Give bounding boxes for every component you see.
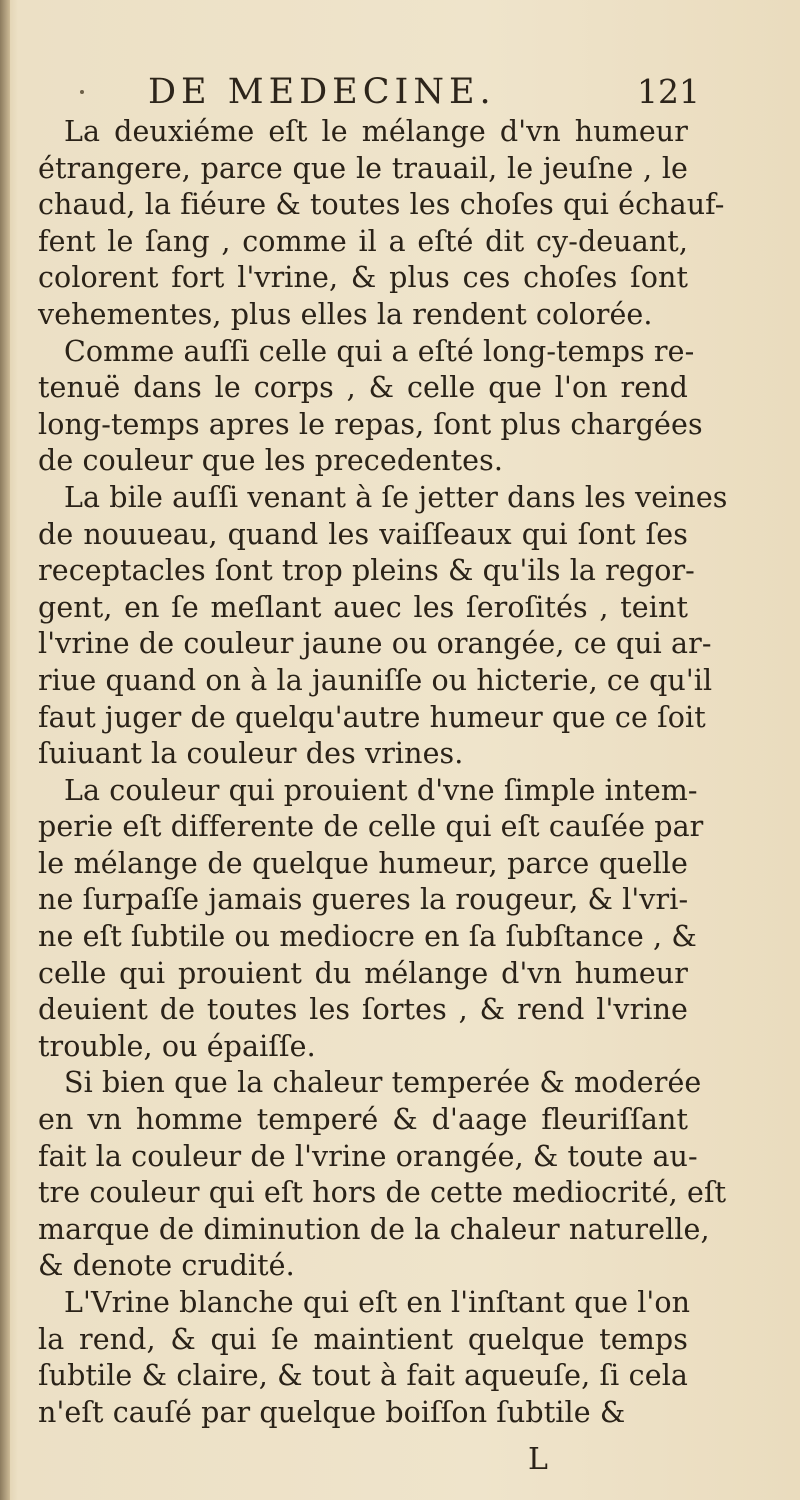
text-line: Si bien que la chaleur temperée & moderée <box>64 1066 702 1100</box>
text-line: Comme auſſi celle qui a eſté long-temps re- <box>64 334 695 368</box>
text-line: en vn homme temperé & d'aage fleuriſſant <box>38 1103 688 1137</box>
body-text <box>38 114 728 1431</box>
text-line: perie eſt differente de celle qui eſt cauſée par <box>38 810 704 844</box>
text-line: gent, en ſe meſlant auec les ſeroſités , teint <box>38 590 688 624</box>
text-line: ne ſurpaſſe jamais gueres la rougeur, & l'vri- <box>38 883 689 917</box>
text-line: fent le ſang , comme il a eſté dit cy-deuant, <box>38 224 688 258</box>
paragraph <box>38 480 728 773</box>
paragraph <box>38 773 704 1066</box>
text-line: faut juger de quelqu'autre humeur que ce ſoit <box>38 700 706 734</box>
text-line: fait la couleur de l'vrine orangée, & toute au- <box>38 1139 698 1173</box>
text-line: étrangere, parce que le trauail, le jeuſne , le <box>38 151 688 185</box>
text-line: celle qui prouient du mélange d'vn humeur <box>38 956 688 990</box>
text-line: n'eſt cauſé par quelque boiſſon ſubtile & <box>38 1395 626 1429</box>
text-line: tenuë dans le corps , & celle que l'on rend <box>38 371 688 405</box>
text-line: ſuiuant la couleur des vrines. <box>38 737 464 771</box>
text-line: marque de diminution de la chaleur naturelle, <box>38 1212 710 1246</box>
ornament-dot <box>80 90 84 94</box>
text-line: L'Vrine blanche qui eſt en l'inſtant que l'on <box>64 1286 691 1319</box>
paragraph <box>38 1285 691 1431</box>
page-number: 121 <box>637 72 700 111</box>
text-line: ſubtile & claire, & tout à fait aqueuſe, ſi cela <box>38 1359 688 1393</box>
text-line: vehementes, plus elles la rendent colorée. <box>38 297 653 331</box>
text-line: La bile auſſi venant à ſe jetter dans les veines <box>64 480 728 514</box>
text-line: riue quand on à la jauniſſe ou hicterie, ce qu'il <box>38 663 713 697</box>
text-line: tre couleur qui eſt hors de cette mediocrité, eſt <box>38 1176 727 1210</box>
signature-mark: L <box>528 1442 548 1477</box>
text-line: de nouueau, quand les vaiſſeaux qui ſont ſes <box>38 517 688 551</box>
paragraph <box>38 334 703 480</box>
paragraph <box>38 114 725 334</box>
text-line: chaud, la fiéure & toutes les choſes qui échauf- <box>38 188 725 222</box>
text-line: & denote crudité. <box>38 1249 295 1283</box>
text-line: la rend, & qui ſe maintient quelque temps <box>38 1322 688 1356</box>
page-header <box>80 70 700 114</box>
text-line: trouble, ou épaiſſe. <box>38 1029 316 1063</box>
text-line: colorent fort l'vrine, & plus ces choſes ſont <box>38 261 688 295</box>
text-line: le mélange de quelque humeur, parce quelle <box>38 846 688 880</box>
running-head: DE MEDECINE. <box>148 72 496 112</box>
text-line: l'vrine de couleur jaune ou orangée, ce qui ar- <box>38 627 712 661</box>
text-line: La deuxiéme eſt le mélange d'vn humeur <box>64 115 688 148</box>
text-line: La couleur qui prouient d'vne ſimple intem- <box>64 773 698 807</box>
text-line: deuient de toutes les ſortes , & rend l'vrine <box>38 993 688 1027</box>
binding-edge <box>0 0 10 1500</box>
text-line: ne eſt ſubtile ou mediocre en ſa ſubſtance , & <box>38 920 697 954</box>
text-line: long-temps apres le repas, ſont plus chargées <box>38 407 703 441</box>
paragraph <box>38 1065 727 1285</box>
text-line: receptacles ſont trop pleins & qu'ils la regor- <box>38 554 695 588</box>
text-line: de couleur que les precedentes. <box>38 444 503 478</box>
